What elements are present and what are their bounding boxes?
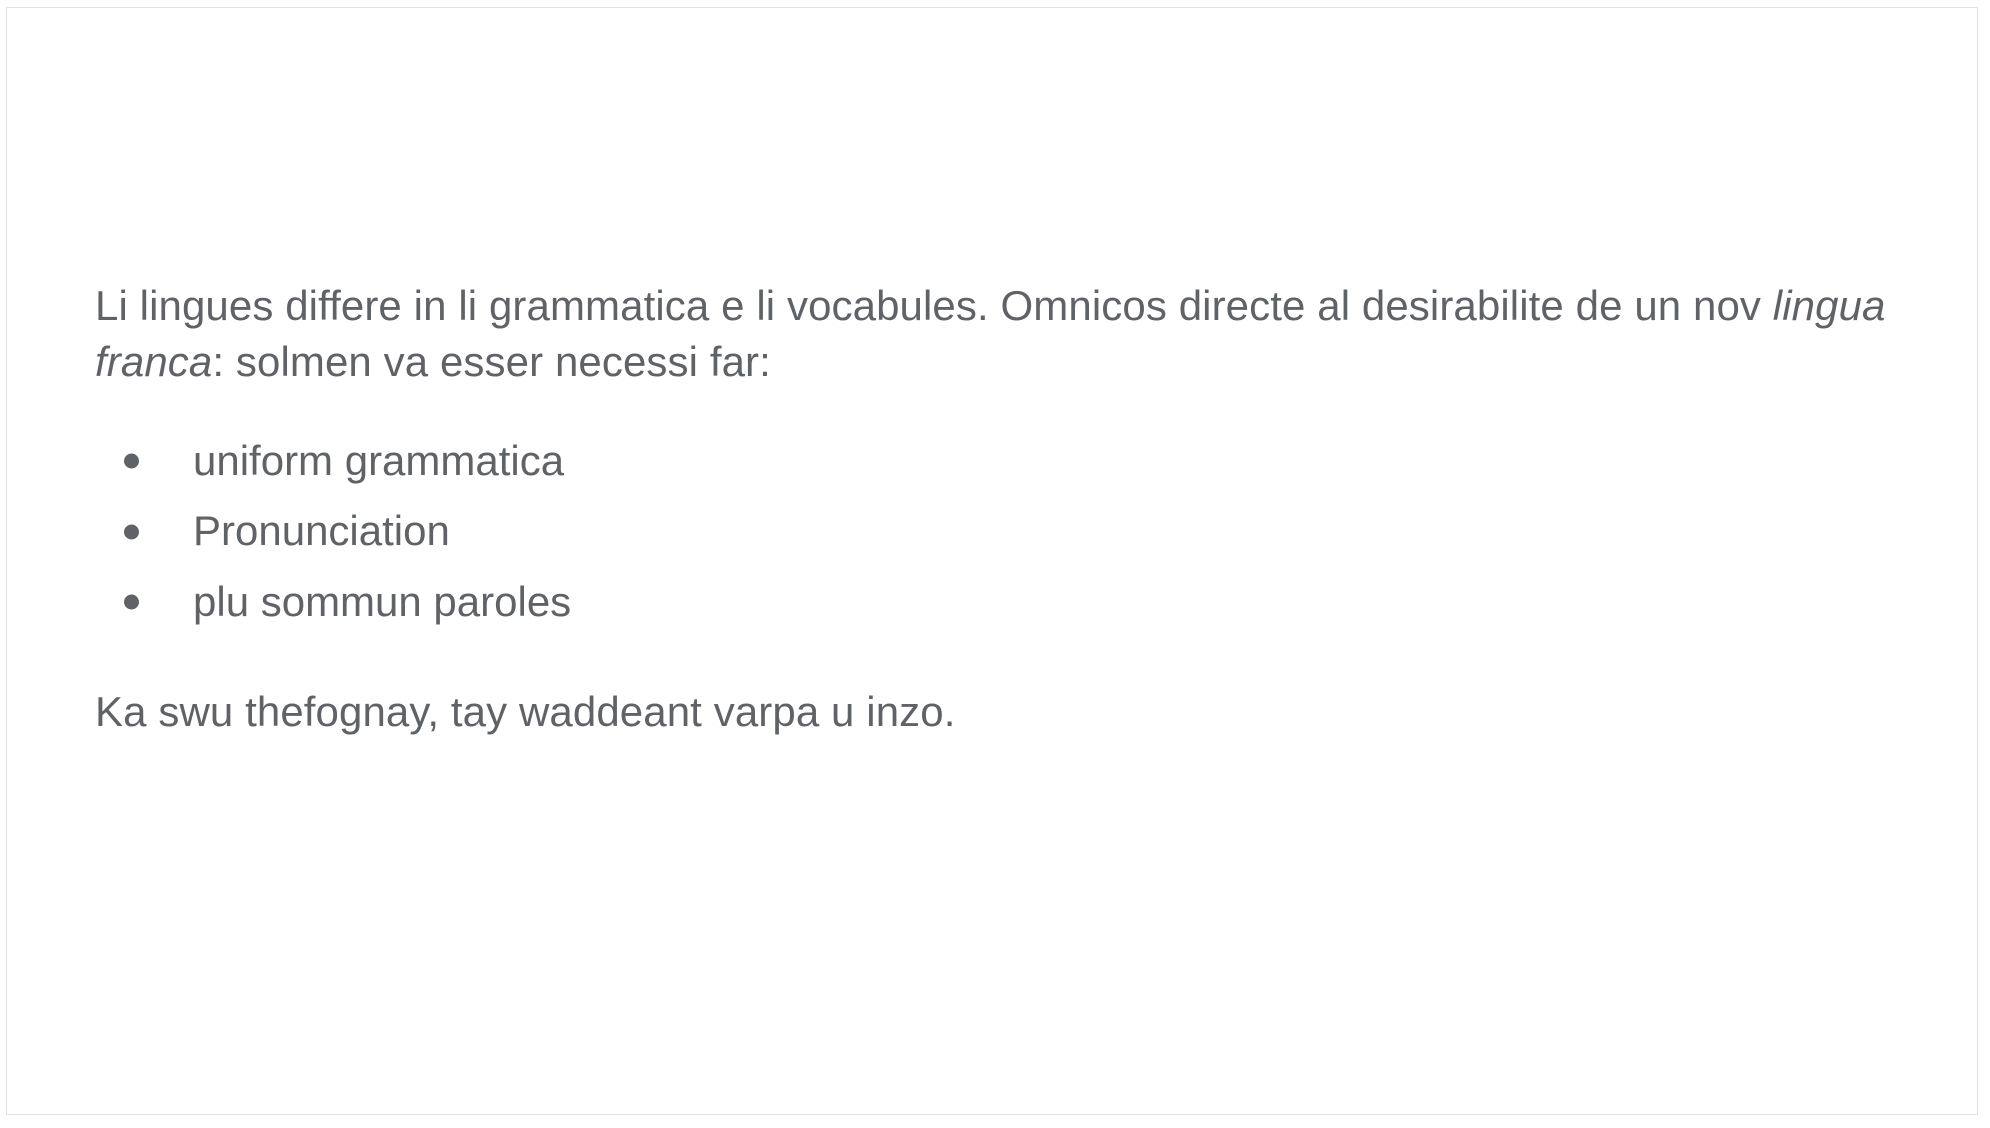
list-item-label: uniform grammatica — [193, 436, 565, 484]
list-item-label: Pronunciation — [193, 507, 450, 555]
intro-paragraph — [95, 278, 1905, 390]
bullet-list — [95, 434, 1905, 630]
intro-text-part-2: : solmen va esser necessi far: — [212, 337, 771, 385]
closing-paragraph: Ka swu thefognay, tay waddeant varpa u inzo. — [95, 687, 956, 735]
list-item — [95, 434, 1905, 489]
list-item — [95, 504, 1905, 559]
slide-canvas — [6, 7, 1978, 1115]
intro-text-emphasis: lingua franca — [95, 282, 1886, 385]
slide-content — [95, 278, 1905, 739]
list-item-label: plu sommun paroles — [193, 577, 572, 625]
bullet-dot-icon — [124, 595, 139, 610]
intro-text-part-1: Li lingues differe in li grammatica e li vocabules. Omnicos directe al desirabilite de un nov — [95, 282, 1773, 329]
list-item — [95, 575, 1905, 630]
bullet-dot-icon — [124, 524, 139, 539]
bullet-dot-icon — [124, 454, 139, 469]
